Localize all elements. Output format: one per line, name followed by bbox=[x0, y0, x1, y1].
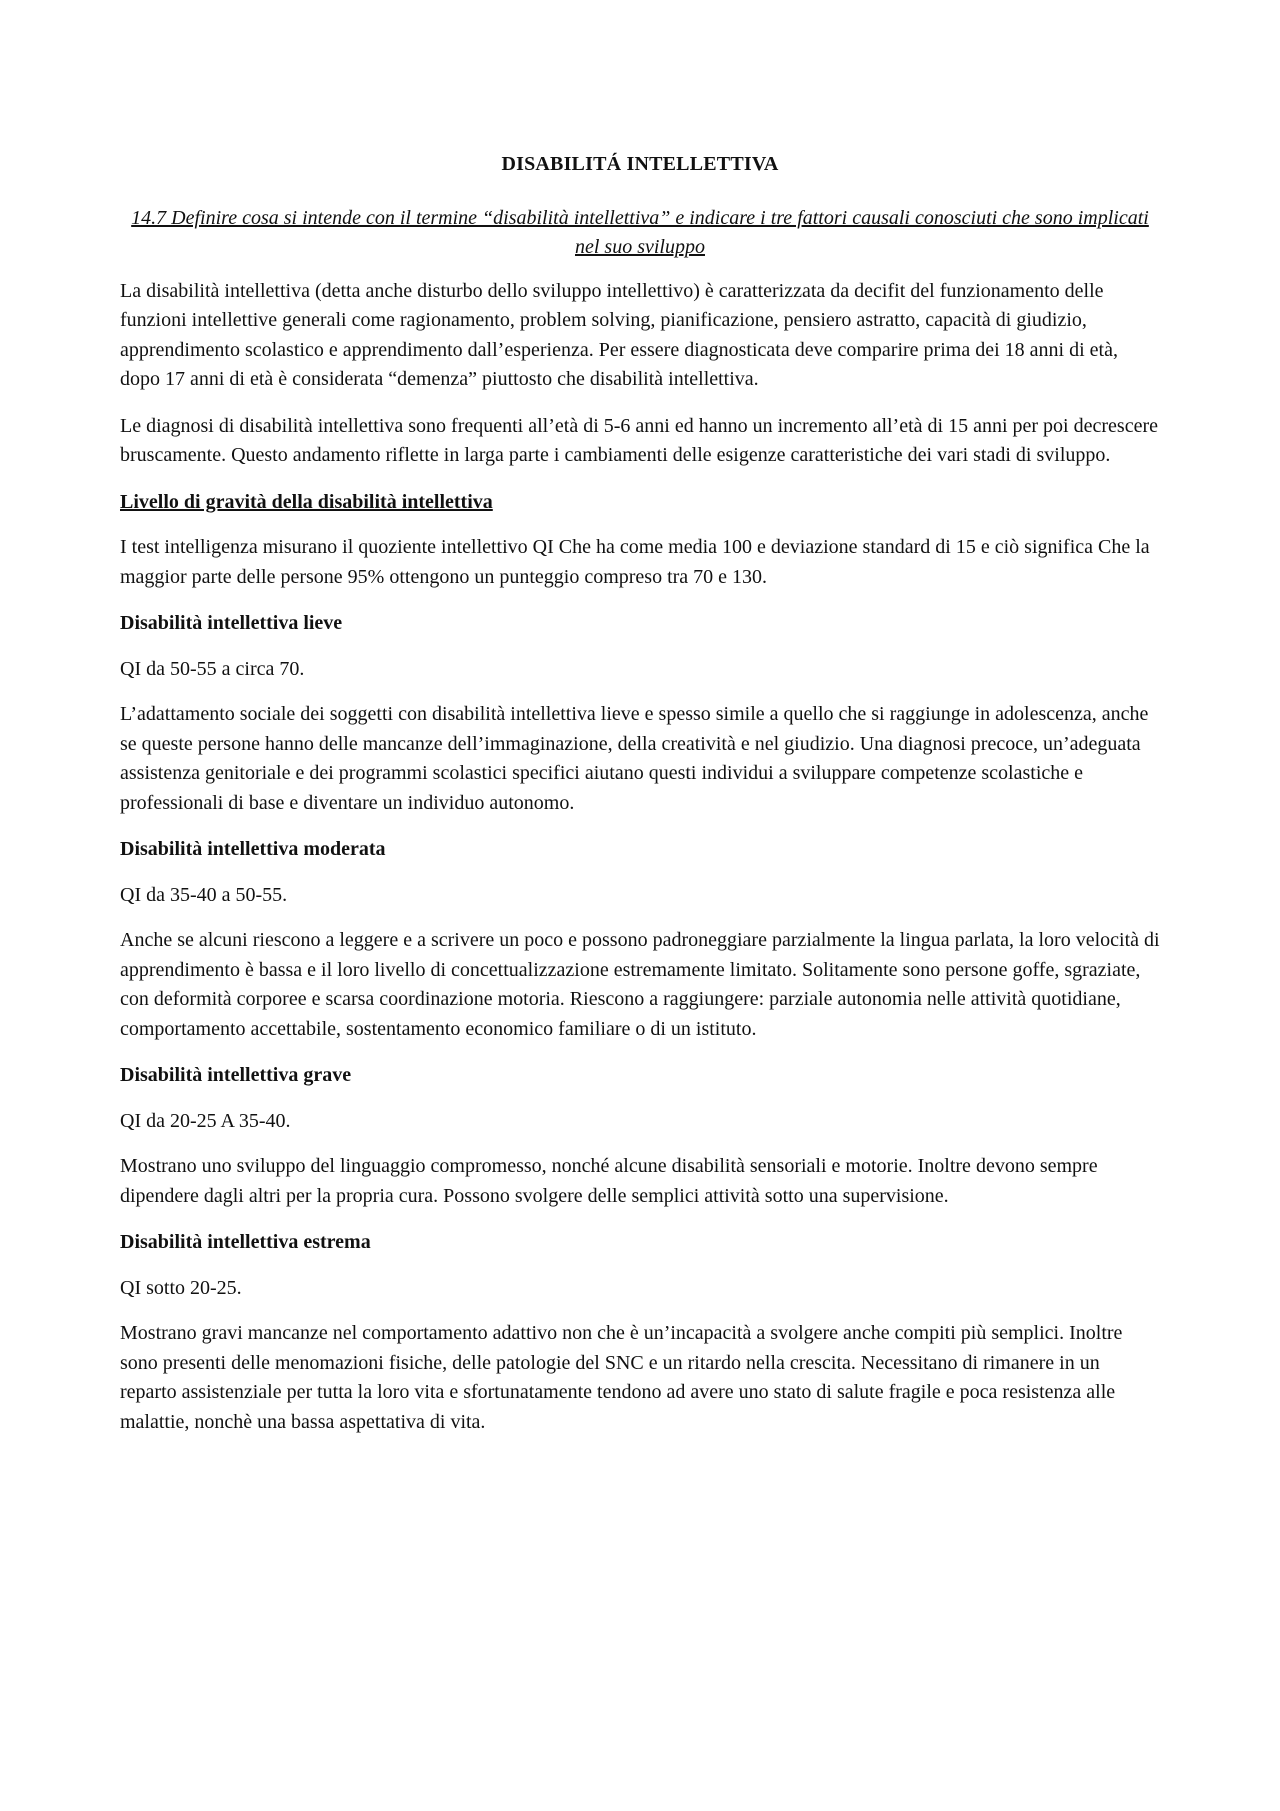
level-range-severe: QI da 20-25 A 35-40. bbox=[120, 1109, 291, 1132]
level-description-profound: Mostrano gravi mancanze nel comportamento adattivo non che è un’incapacità a svolgere anche compiti più semplici. Inoltre sono presenti delle menomazioni fisiche, delle patologie del SNC e un ritardo nella crescita. Necessitano di rimanere in un reparto assistenziale per tutta la loro vita e sfortunatamente tendono ad avere uno stato di salute fragile e poca resistenza alle malattie, nonchè una bassa aspettativa di vita. bbox=[120, 1322, 1123, 1433]
section-title-severity: Livello di gravità della disabilità intellettiva bbox=[120, 490, 493, 513]
level-range-mild: QI da 50-55 a circa 70. bbox=[120, 657, 305, 680]
section-intro-paragraph: I test intelligenza misurano il quoziente intellettivo QI Che ha come media 100 e deviazione standard di 15 e ciò significa Che la maggior parte delle persone 95% ottengono un punteggio compreso tra 70 e 130. bbox=[120, 536, 1150, 588]
level-description-moderate: Anche se alcuni riescono a leggere e a scrivere un poco e possono padroneggiare parzialmente la lingua parlata, la loro velocità di apprendimento è bassa e il loro livello di concettualizzazione estremamente limitato. Solitamente sono persone goffe, sgraziate, con deformità corporee e scarsa coordinazione motoria. Riescono a raggiungere: parziale autonomia nelle attività quotidiane, comportamento accettabile, sostentamento economico familiare o di un istituto. bbox=[120, 929, 1160, 1040]
level-title-moderate: Disabilità intellettiva moderata bbox=[120, 838, 386, 860]
level-description-mild: L’adattamento sociale dei soggetti con disabilità intellettiva lieve e spesso simile a quello che si raggiunge in adolescenza, anche se queste persone hanno delle mancanze dell’immaginazione, della creatività e nel giudizio. Una diagnosi precoce, un’adeguata assistenza genitoriale e dei programmi scolastici specifici aiutano questi individui a sviluppare competenze scolastiche e professionali di base e diventare un individuo autonomo. bbox=[120, 703, 1149, 814]
intro-paragraph-2: Le diagnosi di disabilità intellettiva sono frequenti all’età di 5-6 anni ed hanno un incremento all’età di 15 anni per poi decrescere bruscamente. Questo andamento riflette in larga parte i cambiamenti delle esigenze caratteristiche dei vari stadi di sviluppo. bbox=[120, 414, 1158, 466]
level-range-profound: QI sotto 20-25. bbox=[120, 1276, 242, 1299]
document-page bbox=[120, 150, 1160, 1454]
intro-paragraph-1: La disabilità intellettiva (detta anche disturbo dello sviluppo intellettivo) è caratterizzata da decifit del funzionamento delle funzioni intellettive generali come ragionamento, problem solving, pianificazione, pensiero astratto, capacità di giudizio, apprendimento scolastico e apprendimento dall’esperienza. Per essere diagnosticata deve comparire prima dei 18 anni di età, dopo 17 anni di età è considerata “demenza” piuttosto che disabilità intellettiva. bbox=[120, 279, 1118, 390]
document-title: DISABILITÁ INTELLETTIVA bbox=[501, 153, 779, 175]
level-range-moderate: QI da 35-40 a 50-55. bbox=[120, 883, 288, 906]
level-title-severe: Disabilità intellettiva grave bbox=[120, 1064, 352, 1086]
level-description-severe: Mostrano uno sviluppo del linguaggio compromesso, nonché alcune disabilità sensoriali e motorie. Inoltre devono sempre dipendere dagli altri per la propria cura. Possono svolgere delle semplici attività sotto una supervisione. bbox=[120, 1155, 1098, 1207]
level-title-profound: Disabilità intellettiva estrema bbox=[120, 1231, 371, 1253]
question-heading: 14.7 Definire cosa si intende con il termine “disabilità intellettiva” e indicare i tre fattori causali conosciuti che sono implicati nel suo sviluppo bbox=[131, 206, 1149, 258]
level-title-mild: Disabilità intellettiva lieve bbox=[120, 612, 343, 634]
